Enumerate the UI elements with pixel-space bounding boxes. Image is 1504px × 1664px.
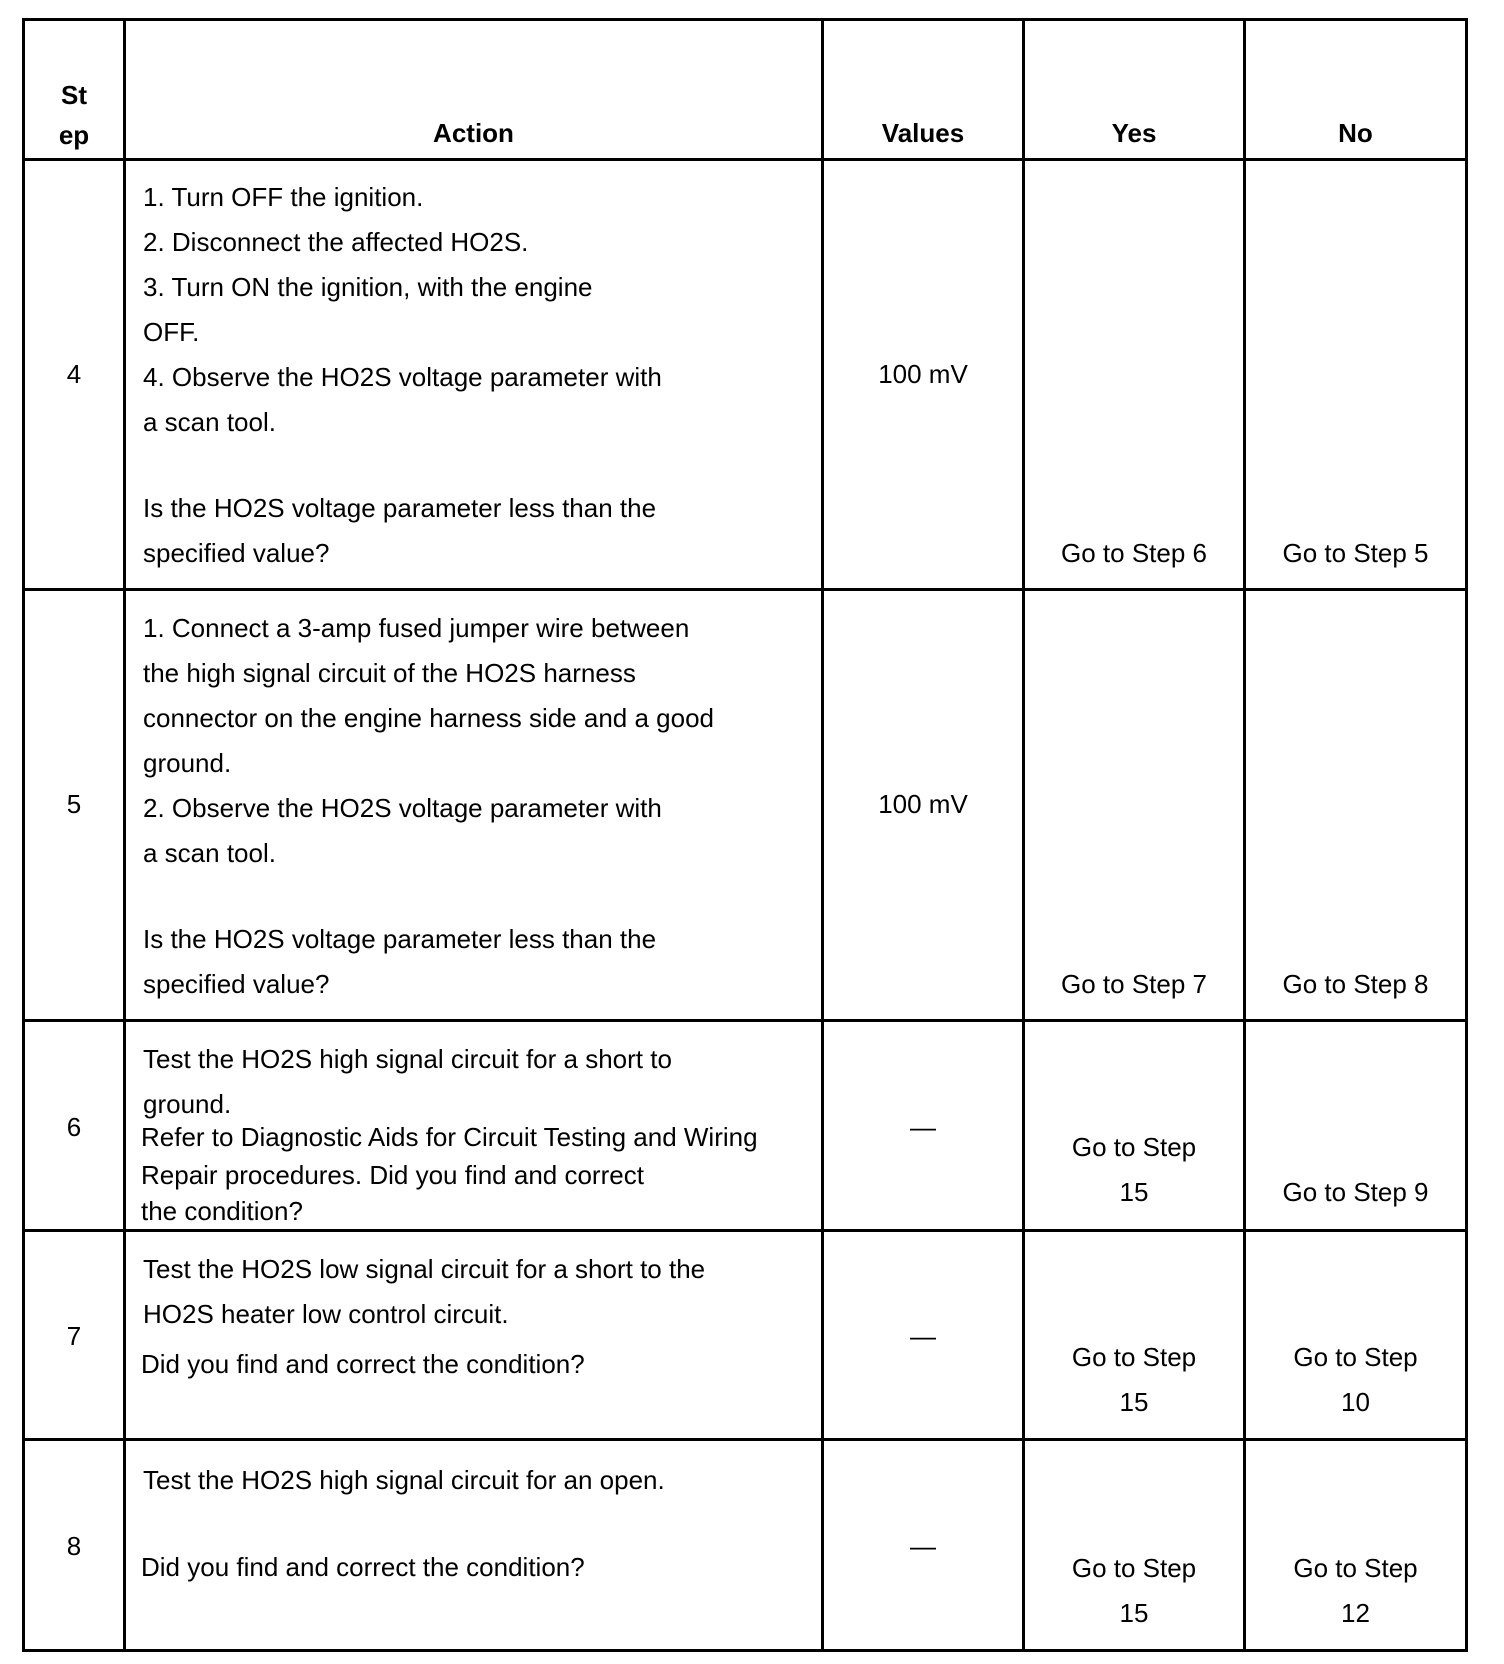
action-question: specified value? <box>143 969 330 999</box>
no-cell: Go to Step <box>1293 1342 1418 1372</box>
header-yes: Yes <box>1111 118 1157 148</box>
row-divider <box>22 158 1468 161</box>
action-line: OFF. <box>143 317 200 347</box>
step-number: 4 <box>66 359 82 389</box>
action-line: connector on the engine harness side and a good <box>143 703 714 733</box>
value-cell: — <box>910 1112 936 1142</box>
action-line: Refer to Diagnostic Aids for Circuit Testing and Wiring <box>141 1122 758 1152</box>
action-line: the high signal circuit of the HO2S harness <box>143 658 636 688</box>
action-line: Test the HO2S high signal circuit for an open. <box>143 1465 665 1495</box>
action-line: 1. Turn OFF the ignition. <box>143 182 424 212</box>
header-values: Values <box>881 118 965 148</box>
row-divider <box>22 1438 1468 1441</box>
action-question: specified value? <box>143 538 330 568</box>
yes-cell: Go to Step <box>1071 1342 1197 1372</box>
row-divider <box>22 588 1468 591</box>
action-question: Is the HO2S voltage parameter less than the <box>143 493 657 523</box>
action-line: HO2S heater low control circuit. <box>143 1299 509 1329</box>
column-divider <box>821 18 824 1652</box>
action-question: Did you find and correct the condition? <box>141 1552 585 1582</box>
action-line: the condition? <box>141 1196 303 1226</box>
column-divider <box>123 18 126 1652</box>
no-cell: Go to Step <box>1293 1553 1418 1583</box>
value-cell: — <box>910 1321 936 1351</box>
yes-cell: 15 <box>1119 1598 1149 1628</box>
step-number: 7 <box>66 1321 82 1351</box>
yes-cell: 15 <box>1119 1387 1149 1417</box>
action-line: Test the HO2S low signal circuit for a short to the <box>143 1254 706 1284</box>
value-cell: 100 mV <box>878 359 968 389</box>
action-line: Test the HO2S high signal circuit for a short to <box>143 1044 672 1074</box>
yes-cell: Go to Step <box>1071 1132 1197 1162</box>
no-cell: Go to Step 8 <box>1282 969 1429 999</box>
yes-cell: Go to Step 6 <box>1061 538 1207 568</box>
row-divider <box>22 1019 1468 1022</box>
action-line: 4. Observe the HO2S voltage parameter with <box>143 362 662 392</box>
action-line: ground. <box>143 1089 232 1119</box>
no-cell: Go to Step 9 <box>1282 1177 1429 1207</box>
action-line: ground. <box>143 748 232 778</box>
step-number: 8 <box>66 1531 82 1561</box>
value-cell: — <box>910 1531 936 1561</box>
header-no: No <box>1338 118 1373 148</box>
header-step: St ep <box>58 80 90 150</box>
header-action: Action <box>433 118 514 148</box>
action-line: 3. Turn ON the ignition, with the engine <box>143 272 593 302</box>
yes-cell: Go to Step <box>1071 1553 1197 1583</box>
action-line: 2. Observe the HO2S voltage parameter with <box>143 793 662 823</box>
action-question: Is the HO2S voltage parameter less than the <box>143 924 657 954</box>
value-cell: 100 mV <box>878 789 968 819</box>
step-number: 6 <box>66 1112 82 1142</box>
action-line: a scan tool. <box>143 407 276 437</box>
action-line: 2. Disconnect the affected HO2S. <box>143 227 529 257</box>
no-cell: 12 <box>1341 1598 1370 1628</box>
action-line: a scan tool. <box>143 838 276 868</box>
action-line: Repair procedures. Did you find and correct <box>141 1160 644 1190</box>
yes-cell: Go to Step 7 <box>1061 969 1207 999</box>
action-line: 1. Connect a 3-amp fused jumper wire between <box>143 613 690 643</box>
no-cell: 10 <box>1341 1387 1370 1417</box>
step-number: 5 <box>66 789 82 819</box>
yes-cell: 15 <box>1119 1177 1149 1207</box>
action-question: Did you find and correct the condition? <box>141 1349 585 1379</box>
no-cell: Go to Step 5 <box>1282 538 1429 568</box>
